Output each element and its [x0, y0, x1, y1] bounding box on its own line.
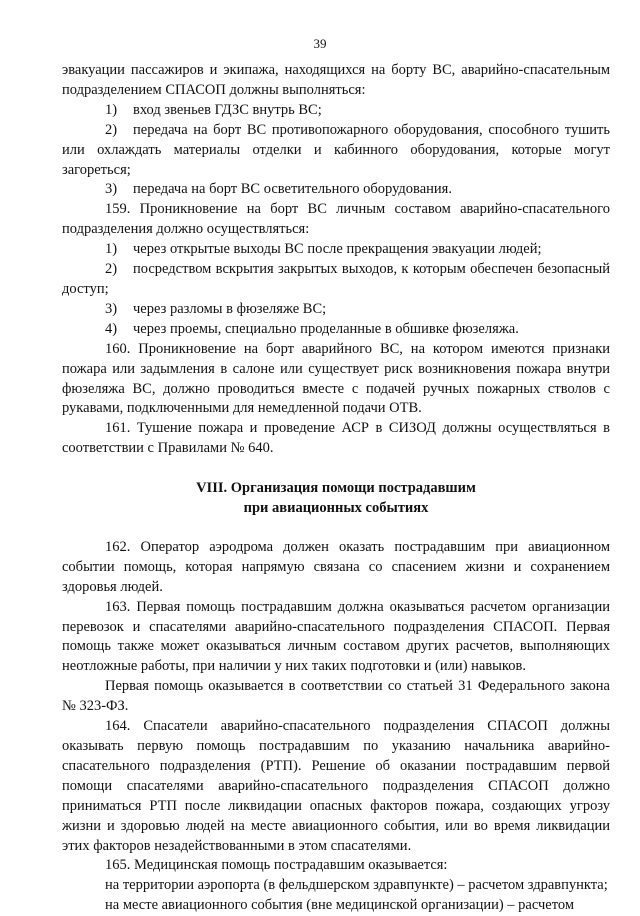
top-text-block: [62, 61, 610, 459]
paragraph: на территории аэропорта (в фельдшерском здравпункте) – расчетом здравпункта;: [105, 877, 608, 894]
page-number: 39: [313, 36, 327, 51]
list-item-text: через разломы в фюзеляже ВС;: [133, 300, 327, 317]
paragraph: на месте авиационного события (вне медицинской организации) – расчетом: [105, 897, 575, 914]
paragraph: 161. Тушение пожара и проведение АСР в СИЗОД должны осуществляться в соответствии с Правилами № 640.: [62, 420, 610, 457]
paragraph: 162. Оператор аэродрома должен оказать пострадавшим при авиационном событии помощь, которая напрямую связана со спасением жизни и сохранением здоровья людей.: [62, 538, 610, 595]
list-item-number: 3): [105, 300, 118, 317]
paragraph: 163. Первая помощь пострадавшим должна оказываться расчетом организации перевозок и спасателями аварийно-спасательного подразделения СПАСОП. Первая помощь также может оказываться личным составом других расчетов, выполняющих неотложные работы, при наличии у них таких подготовки и (или) навыков.: [62, 598, 610, 675]
paragraph: 159. Проникновение на борт ВС личным составом аварийно-спасательного подразделения должно осуществляться:: [62, 201, 610, 238]
list-item: [62, 121, 610, 181]
paragraph: эвакуации пассажиров и экипажа, находящихся на борту ВС, аварийно-спасательным подразделением СПАСОП должны выполняться:: [62, 62, 610, 98]
section-heading-line1: VIII. Организация помощи пострадавшим: [196, 480, 476, 497]
list-item: [62, 240, 610, 260]
list-item-text: через проемы, специально проделанные в обшивке фюзеляжа.: [133, 320, 519, 337]
list-item: [62, 260, 610, 300]
section-heading-line2: при авиационных событиях: [243, 500, 429, 517]
bottom-text-block: [62, 538, 610, 916]
list-item-number: 2): [105, 261, 118, 278]
paragraph: Первая помощь оказывается в соответствии со статьей 31 Федерального закона № 323-ФЗ.: [62, 678, 610, 715]
section-heading: [62, 479, 610, 519]
list-item-text: через открытые выходы ВС после прекращения эвакуации людей;: [133, 241, 542, 258]
list-item-number: 1): [105, 241, 118, 258]
list-item-text: вход звеньев ГДЗС внутрь ВС;: [133, 101, 322, 118]
paragraph: 160. Проникновение на борт аварийного ВС, на котором имеются признаки пожара или задымления в салоне или существует риск возникновения пожара внутри фюзеляжа ВС, должно проводиться вместе с подачей ручных пожарных стволов с рукавами, подключенными для немедленной подачи ОТВ.: [62, 340, 610, 417]
paragraph: 165. Медицинская помощь пострадавшим оказывается:: [105, 857, 448, 874]
list-item-text: передача на борт ВС осветительного оборудования.: [133, 181, 452, 198]
page-body: [62, 61, 610, 916]
list-item-number: 2): [105, 121, 118, 138]
paragraph: 164. Спасатели аварийно-спасательного подразделения СПАСОП должны оказывать первую помощь пострадавшим по указанию начальника аварийно-спасательного подразделения (РТП). Решение об оказании пострадавшим первой помощи спасателями аварийно-спасательного подразделения СПАСОП должно приниматься РТП после ликвидации опасных факторов пожара, создающих угрозу жизни и здоровью людей на месте авиационного события, или во время ликвидации этих факторов незадействованными в этом спасателями.: [62, 718, 610, 854]
list-item-text: передача на борт ВС противопожарного оборудования, способного тушить или охлаждать материалы отделки и кабинного оборудования, которые могут загореться;: [62, 121, 610, 178]
list-item: [62, 101, 610, 121]
list-item: [62, 300, 610, 320]
list-item-number: 1): [105, 101, 118, 118]
list-item: [62, 320, 610, 340]
list-item-number: 4): [105, 320, 118, 337]
list-item-number: 3): [105, 181, 118, 198]
list-item: [62, 180, 610, 200]
list-item-text: посредством вскрытия закрытых выходов, к которым обеспечен безопасный доступ;: [62, 261, 610, 297]
